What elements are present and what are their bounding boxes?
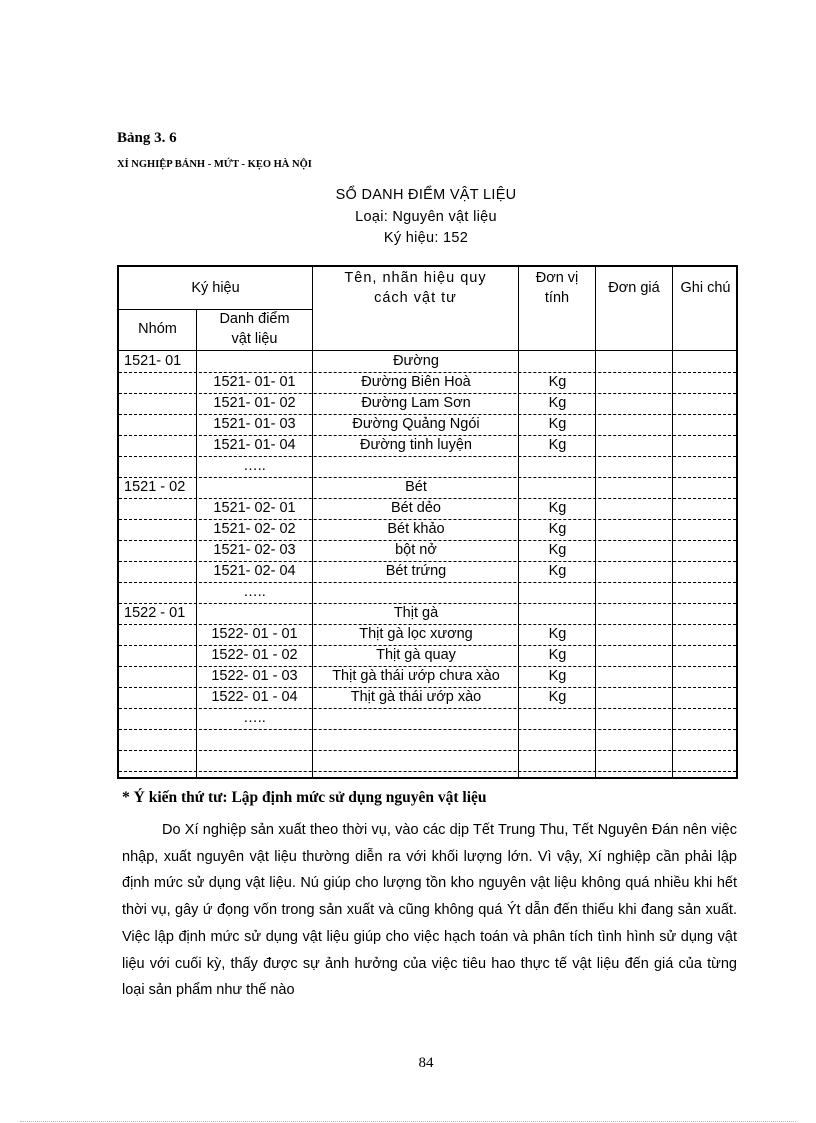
header-name-line1: Tên, nhãn hiệu quy (344, 270, 487, 286)
name-cell (313, 729, 519, 750)
header-note: Ghi chú (680, 280, 731, 296)
unit-cell: Kg (548, 689, 567, 705)
table-row (119, 729, 736, 750)
name-cell: Đường Biên Hoà (361, 374, 471, 390)
header-name-line2: cách vật tư (374, 290, 457, 306)
unit-cell (519, 750, 596, 771)
unit-cell: Kg (548, 374, 567, 390)
name-cell: Thịt gà thái ướp chưa xào (332, 668, 500, 684)
group-cell (124, 708, 196, 729)
unit-cell: Kg (548, 437, 567, 453)
header-code-line2: vật liệu (231, 331, 278, 347)
unit-cell (519, 708, 596, 729)
code-cell: ….. (243, 584, 266, 600)
unit-cell: Kg (548, 416, 567, 432)
table-caption: Bảng 3. 6 (117, 130, 177, 146)
table-row (119, 540, 736, 561)
code-cell: 1521- 01- 03 (213, 416, 296, 432)
table-row (119, 708, 736, 729)
code-cell (197, 750, 312, 771)
code-cell: ….. (243, 710, 266, 726)
body-paragraph: Do Xí nghiệp sản xuất theo thời vụ, vào các dịp Tết Trung Thu, Tết Nguyên Đán nên việc nhập, xuất nguyên vật liệu thường diễn ra với khối lượng lớn. Vì vậy, Xí nghiệp cần phải lập định mức sử dụng vật liệu. Nú giúp cho lượng tồn kho nguyên vật liệu không quá nhiều khi hết thời vụ, gây ứ đọng vốn trong sản xuất và cũng không quá Ýt dẫn đến thiếu khi đang sản xuất. Việc lập định mức sử dụng vật liệu giúp cho việc hạch toán và phân tích tình hình sử dụng vật liệu với cuối kỳ, thấy được sự ảnh hưởng của việc tiêu hao thực tế vật liệu đến giá của từng loại sản phẩm như thế nào (122, 822, 737, 999)
code-cell: 1522- 01 - 02 (211, 647, 298, 663)
group-cell (124, 645, 196, 666)
table-row (119, 456, 736, 477)
unit-cell: Kg (548, 500, 567, 516)
name-cell: Thịt gà (393, 605, 439, 621)
name-cell (313, 582, 519, 603)
name-cell: Thịt gà thái ướp xào (350, 689, 482, 705)
unit-cell: Kg (548, 626, 567, 642)
table-row (119, 750, 736, 771)
header-unit-line2: tính (544, 290, 570, 306)
name-cell: Bét khảo (387, 521, 445, 537)
code-cell: 1521- 01- 02 (213, 395, 296, 411)
group-cell: 1521 - 02 (124, 479, 186, 495)
unit-cell (519, 582, 596, 603)
table-row (119, 519, 736, 540)
unit-cell: Kg (548, 647, 567, 663)
code-cell (197, 729, 312, 750)
unit-cell (519, 603, 596, 624)
unit-cell (519, 729, 596, 750)
unit-cell: Kg (548, 668, 567, 684)
unit-cell (519, 477, 596, 498)
table-row (119, 477, 736, 498)
group-cell (124, 414, 196, 435)
unit-cell (519, 351, 596, 372)
name-cell: Đường (393, 353, 439, 369)
table-row (119, 414, 736, 435)
unit-cell: Kg (548, 563, 567, 579)
table-row (119, 393, 736, 414)
code-cell (197, 603, 312, 624)
group-cell: 1521- 01 (124, 353, 182, 369)
header-code-line1: Danh điểm (219, 311, 290, 327)
unit-cell: Kg (548, 542, 567, 558)
table-row (119, 666, 736, 687)
name-cell: bột nở (395, 542, 437, 558)
group-cell (124, 540, 196, 561)
code-cell: 1522- 01 - 03 (211, 668, 298, 684)
name-cell: Đường Lam Sơn (361, 395, 471, 411)
group-cell (124, 498, 196, 519)
code-cell: 1521- 01- 04 (213, 437, 296, 453)
group-cell (124, 561, 196, 582)
table-row (119, 687, 736, 708)
table-row (119, 351, 736, 372)
name-cell: Thịt gà quay (376, 647, 456, 663)
group-cell (124, 729, 196, 750)
header-group: Nhóm (138, 321, 177, 337)
code-cell: 1521- 01- 01 (213, 374, 296, 390)
organization-name: XÍ NGHIỆP BÁNH - MỨT - KẸO HÀ NỘI (117, 159, 312, 170)
account-code-line: Ký hiệu: 152 (383, 230, 469, 246)
group-cell (124, 456, 196, 477)
material-register-table (117, 265, 738, 779)
code-cell: 1521- 02- 02 (213, 521, 296, 537)
table-row (119, 561, 736, 582)
code-cell (197, 351, 312, 372)
table-row (119, 498, 736, 519)
unit-cell: Kg (548, 521, 567, 537)
table-row (119, 582, 736, 603)
name-cell: Bét trứng (385, 563, 447, 579)
unit-cell (519, 771, 596, 792)
name-cell: Bét (405, 479, 427, 495)
name-cell: Thịt gà lọc xương (359, 626, 473, 642)
name-cell (313, 456, 519, 477)
name-cell (313, 708, 519, 729)
group-cell: 1522 - 01 (124, 605, 186, 621)
group-cell (124, 687, 196, 708)
group-cell (124, 582, 196, 603)
table-row (119, 624, 736, 645)
header-symbol: Ký hiệu (191, 280, 240, 296)
page-bottom-rule (20, 1121, 796, 1122)
group-cell (124, 624, 196, 645)
name-cell: Đường tinh luyện (360, 437, 472, 453)
table-row (119, 435, 736, 456)
table-row (119, 603, 736, 624)
group-cell (124, 519, 196, 540)
code-cell: 1521- 02- 03 (213, 542, 296, 558)
header-unit-line1: Đơn vị (535, 270, 579, 286)
group-cell (124, 666, 196, 687)
name-cell: Bét dẻo (391, 500, 441, 516)
code-cell: ….. (243, 458, 266, 474)
name-cell: Đường Quảng Ngói (352, 416, 480, 432)
table-row (119, 372, 736, 393)
code-cell: 1521- 02- 04 (213, 563, 296, 579)
document-title: SỔ DANH ĐIỂM VẬT LIỆU (335, 187, 517, 203)
material-type-line: Loại: Nguyên vật liệu (355, 209, 497, 225)
group-cell (124, 750, 196, 771)
section-heading: * Ý kiến thứ tư: Lập định mức sử dụng nguyên vật liệu (122, 789, 487, 806)
group-cell (124, 435, 196, 456)
code-cell (197, 477, 312, 498)
code-cell: 1521- 02- 01 (213, 500, 296, 516)
header-price: Đơn giá (608, 280, 660, 296)
unit-cell: Kg (548, 395, 567, 411)
page-number: 84 (418, 1055, 434, 1071)
code-cell: 1522- 01 - 04 (211, 689, 298, 705)
group-cell (124, 393, 196, 414)
unit-cell (519, 456, 596, 477)
code-cell: 1522- 01 - 01 (211, 626, 298, 642)
group-cell (124, 372, 196, 393)
table-row (119, 645, 736, 666)
name-cell (313, 750, 519, 771)
